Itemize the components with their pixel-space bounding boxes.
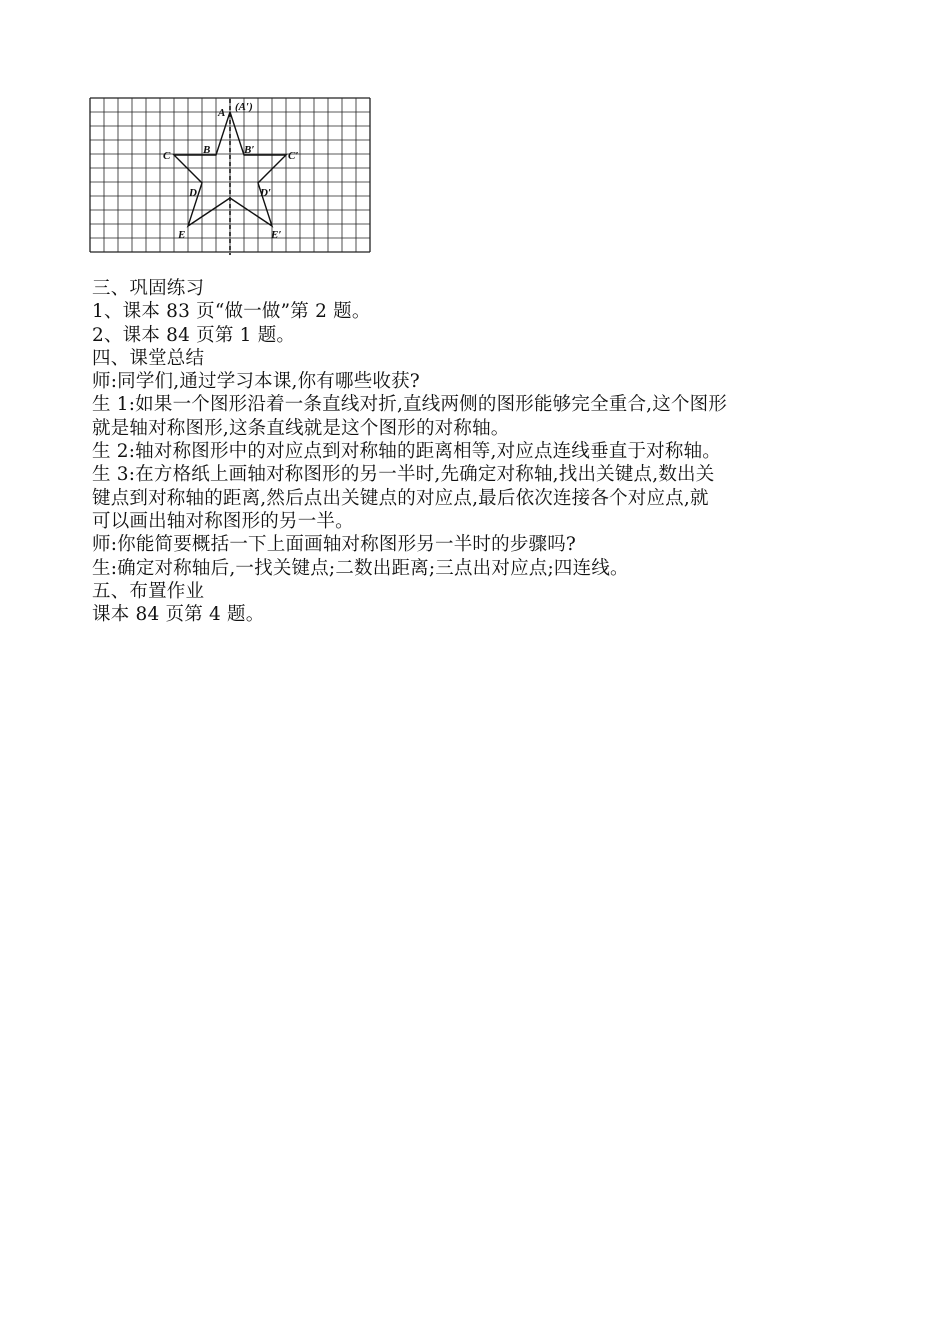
- exercise-item: 2、课本 84 页第 1 题。: [92, 324, 296, 346]
- dialogue-line: 就是轴对称图形,这条直线就是这个图形的对称轴。: [92, 417, 510, 439]
- dialogue-line: 生 3:在方格纸上画轴对称图形的另一半时,先确定对称轴,找出关键点,数出关: [92, 464, 715, 486]
- label-d-prime: D′: [260, 187, 272, 199]
- label-a: A: [218, 107, 226, 119]
- section-heading-summary: 四、课堂总结: [92, 347, 205, 369]
- label-c: C: [163, 150, 171, 162]
- dialogue-line: 师:同学们,通过学习本课,你有哪些收获?: [92, 371, 420, 393]
- label-d: D: [189, 187, 197, 199]
- section-heading-practice: 三、巩固练习: [92, 278, 205, 299]
- label-e: E: [178, 229, 186, 241]
- exercise-item: 1、课本 83 页“做一做”第 2 题。: [92, 301, 371, 323]
- homework-item: 课本 84 页第 4 题。: [92, 604, 265, 626]
- lesson-text: [92, 277, 872, 626]
- dialogue-line: 师:你能简要概括一下上面画轴对称图形另一半时的步骤吗?: [92, 534, 577, 556]
- dialogue-line: 生 1:如果一个图形沿着一条直线对折,直线两侧的图形能够完全重合,这个图形: [92, 394, 728, 416]
- label-e-prime: E′: [271, 229, 282, 241]
- dialogue-line: 生:确定对称轴后,一找关键点;二数出距离;三点出对应点;四连线。: [92, 557, 629, 579]
- label-c-prime: C′: [288, 150, 299, 162]
- dialogue-line: 键点到对称轴的距离,然后点出关键点的对应点,最后依次连接各个对应点,就: [92, 487, 709, 509]
- symmetry-grid-figure: [89, 97, 371, 255]
- section-heading-homework: 五、布置作业: [92, 580, 205, 602]
- dialogue-line: 生 2:轴对称图形中的对应点到对称轴的距离相等,对应点连线垂直于对称轴。: [92, 441, 721, 463]
- dialogue-line: 可以画出轴对称图形的另一半。: [92, 510, 354, 532]
- label-a-prime: (A′): [235, 101, 253, 113]
- label-b-prime: B′: [244, 144, 255, 156]
- label-b: B: [203, 144, 211, 156]
